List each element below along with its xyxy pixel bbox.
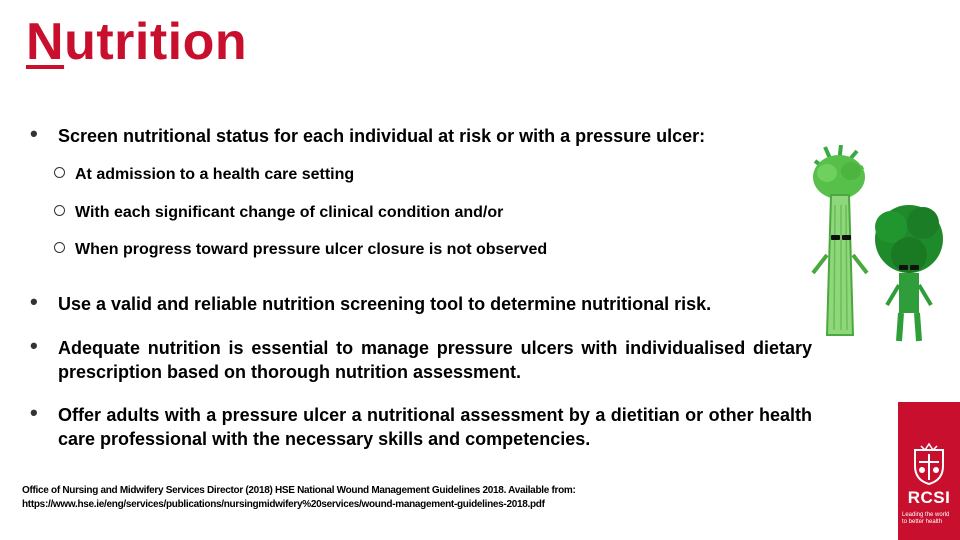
vegetable-characters-illustration [805, 145, 955, 350]
reference-citation [22, 484, 722, 512]
sub-item-change [54, 203, 503, 223]
bullet-text: Offer adults with a pressure ulcer a nutritional assessment by a dietitian or other health care professional with the necessary skills and competencies. [58, 405, 812, 449]
bullet-dot-icon: • [30, 400, 38, 425]
reference-line: Office of Nursing and Midwifery Services Director (2018) HSE National Wound Management Guidelines 2018. Available from: [22, 485, 576, 496]
bullet-dot-icon: • [30, 289, 38, 314]
bullet-adequate-nutrition [30, 333, 812, 384]
brand-tagline-line: to better health [902, 519, 943, 525]
brand-tagline [902, 512, 956, 526]
bullet-dietitian-assessment [30, 400, 812, 451]
slide-title [26, 14, 247, 71]
reference-url: https://www.hse.ie/eng/services/publications/nursingmidwifery%20services/wound-management-guidelines-2018.pdf [22, 499, 545, 510]
sub-item-text: When progress toward pressure ulcer closure is not observed [75, 241, 548, 258]
hollow-circle-icon [54, 205, 65, 216]
sub-item-text: At admission to a health care setting [75, 166, 355, 183]
bullet-text: Adequate nutrition is essential to manage pressure ulcers with individualised dietary prescription based on thorough nutrition assessment. [58, 338, 812, 382]
hollow-circle-icon [54, 242, 65, 253]
bullet-text: Use a valid and reliable nutrition screening tool to determine nutritional risk. [58, 294, 712, 314]
brand-name: RCSI [907, 488, 951, 507]
bullet-dot-icon: • [30, 333, 38, 358]
brand-tagline-line: Leading the world [902, 512, 950, 518]
hollow-circle-icon [54, 167, 65, 178]
title-rest: utrition [64, 13, 248, 71]
sub-item-text: With each significant change of clinical condition and/or [75, 204, 504, 221]
sub-item-progress [54, 240, 547, 260]
bullet-screen-status [30, 121, 820, 148]
sub-item-admission [54, 165, 354, 185]
crest-icon [907, 442, 951, 486]
broccoli-character-icon [875, 205, 943, 341]
title-first-letter: N [26, 13, 65, 71]
bullet-dot-icon: • [30, 121, 38, 146]
celery-character-icon [813, 145, 867, 335]
bullet-screening-tool [30, 289, 820, 316]
rcsi-brand-panel [898, 402, 960, 540]
bullet-text: Screen nutritional status for each individual at risk or with a pressure ulcer: [58, 126, 706, 146]
